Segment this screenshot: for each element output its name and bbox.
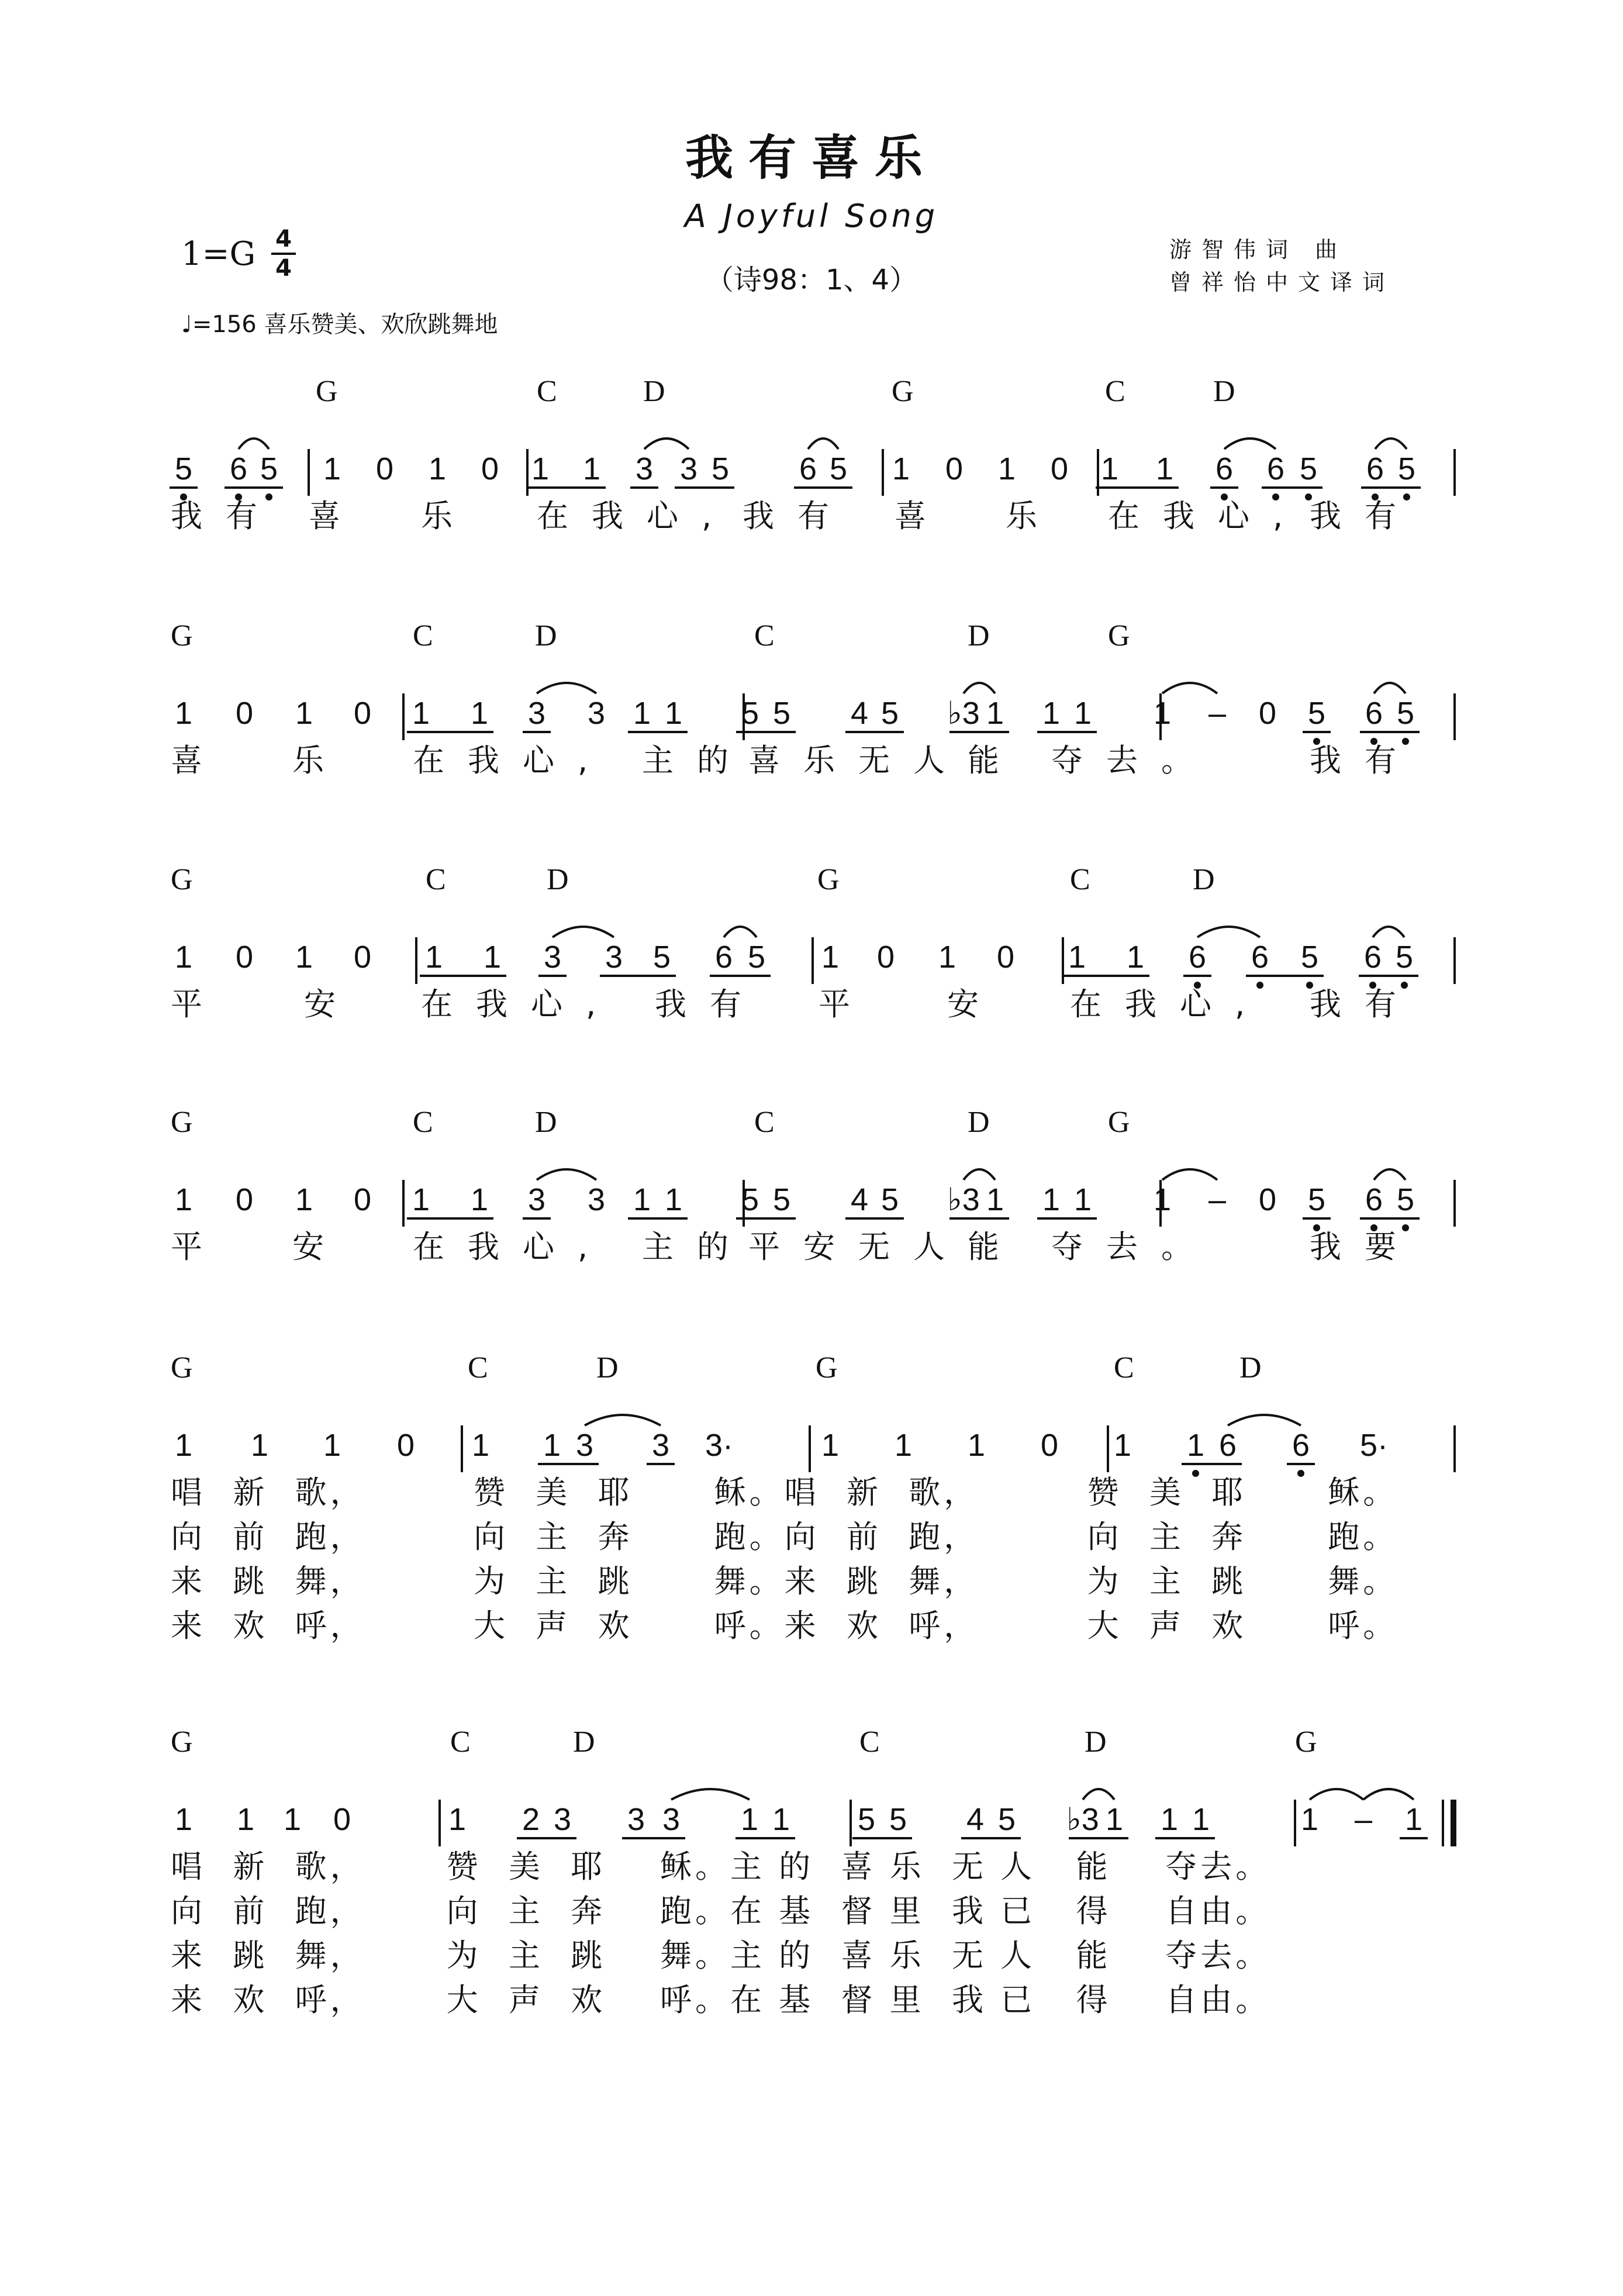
slur-tie xyxy=(1228,1415,1301,1425)
jianpu-note: 1 xyxy=(470,1182,489,1217)
lyric-text: 在我心, xyxy=(1070,986,1269,1023)
jianpu-note: 6 xyxy=(229,451,248,486)
jianpu-note: 1 xyxy=(664,696,683,731)
jianpu-note: 3 xyxy=(527,1182,546,1217)
jianpu-note: 3· xyxy=(705,1428,734,1463)
jianpu-note: 1 xyxy=(471,1428,490,1463)
jianpu-note: 1 xyxy=(1068,940,1086,975)
jianpu-note: 1 xyxy=(938,940,956,975)
jianpu-note: 0 xyxy=(375,451,394,486)
jianpu-note: 1 xyxy=(582,451,601,486)
score-system xyxy=(0,1725,1623,2076)
jianpu-note: 1 xyxy=(174,696,193,731)
song-title: 我有喜乐 xyxy=(685,130,938,186)
lyric-text: 喜 xyxy=(309,498,364,534)
lyric-text: 平 xyxy=(819,986,873,1023)
jianpu-note: 0 xyxy=(876,940,895,975)
jianpu-note: 6 xyxy=(1365,696,1383,731)
jianpu-note: 1 xyxy=(424,940,443,975)
jianpu-note: 0 xyxy=(481,451,499,486)
jianpu-note: 3 xyxy=(553,1802,572,1837)
lyric-text: 在我心, xyxy=(421,986,620,1023)
jianpu-note: 0 xyxy=(1050,451,1069,486)
jianpu-note: 6 xyxy=(1365,1182,1383,1217)
chord-symbol: G xyxy=(816,1351,838,1384)
jianpu-note: 6 xyxy=(1266,451,1285,486)
jianpu-note: 1 xyxy=(1186,1428,1205,1463)
jianpu-note: 5 xyxy=(741,696,759,731)
jianpu-note: 6 xyxy=(714,940,733,975)
credit-translator: 曾祥怡中文译词 xyxy=(1169,270,1395,295)
lyric-text: 主的 xyxy=(642,742,752,779)
jianpu-note: 3 xyxy=(635,451,654,486)
jianpu-note: 1 xyxy=(633,696,651,731)
jianpu-note: 6 xyxy=(1188,940,1207,975)
chord-symbol: C xyxy=(537,375,557,408)
jianpu-note: 1 xyxy=(174,1802,193,1837)
lyric-verse-line: 来 跳 舞， 为 主 跳 舞。主 的 喜 乐 无 人 能 夺去。 xyxy=(171,1937,1271,1974)
slur-tie xyxy=(1162,683,1217,693)
jianpu-note: 1 xyxy=(295,696,313,731)
jianpu-note: 1 xyxy=(1300,1802,1319,1837)
lyric-text: 喜 xyxy=(895,498,949,534)
tempo-marking: ♩=156 喜乐赞美、欢欣跳舞地 xyxy=(181,311,498,338)
jianpu-note: 1 xyxy=(892,451,910,486)
jianpu-note: 5 xyxy=(772,1182,791,1217)
jianpu-note: 1 xyxy=(1100,451,1119,486)
chord-symbol: C xyxy=(450,1725,471,1759)
jianpu-note: 0 xyxy=(235,696,254,731)
jianpu-note: – xyxy=(1354,1802,1373,1837)
lyric-verse-line: 唱 新 歌， 赞 美 耶 稣。唱 新 歌， 赞 美 耶 稣。 xyxy=(171,1474,1398,1511)
lyric-verse-line: 来 欢 呼， 大 声 欢 呼。在 基 督 里 我 已 得 自由。 xyxy=(171,1981,1271,2018)
jianpu-note: 5 xyxy=(1397,451,1416,486)
jianpu-note: 5 xyxy=(997,1802,1016,1837)
slur-tie xyxy=(1197,927,1260,937)
jianpu-note: 1 xyxy=(1155,451,1174,486)
lyric-text: 平安无人 xyxy=(748,1228,968,1265)
jianpu-note: 1 xyxy=(174,1182,193,1217)
jianpu-note: 1 xyxy=(1192,1802,1210,1837)
slur-tie xyxy=(1363,1789,1414,1800)
jianpu-note: 5 xyxy=(174,451,193,486)
lyric-verse-line: 来 欢 呼， 大 声 欢 呼。来 欢 呼， 大 声 欢 呼。 xyxy=(171,1607,1398,1644)
jianpu-note: 2 xyxy=(522,1802,540,1837)
score-system xyxy=(0,1351,1623,1701)
jianpu-note: 1 xyxy=(250,1428,269,1463)
lyric-text: 我有 xyxy=(1310,498,1420,534)
chord-symbol: G xyxy=(892,375,914,408)
lyric-text: 在我心, xyxy=(413,742,612,779)
jianpu-note: 1 xyxy=(412,1182,430,1217)
slur-tie xyxy=(964,1169,995,1180)
lyric-text: 乐 xyxy=(1006,498,1061,534)
lyric-verse-line: 唱 新 歌， 赞 美 耶 稣。主 的 喜 乐 无 人 能 夺去。 xyxy=(171,1848,1271,1885)
jianpu-note: 6 xyxy=(1366,451,1384,486)
jianpu-note: 1 xyxy=(1073,696,1092,731)
jianpu-note: 1 xyxy=(174,940,193,975)
lyric-text: 喜 xyxy=(171,742,226,779)
jianpu-note: 3 xyxy=(627,1802,645,1837)
jianpu-note: 0 xyxy=(1258,1182,1277,1217)
lyric-text: 我有 xyxy=(743,498,852,534)
jianpu-note: 1 xyxy=(821,1428,840,1463)
lyric-text: 我有 xyxy=(171,498,281,534)
lyric-text: 我有 xyxy=(1310,986,1420,1023)
chord-symbol: C xyxy=(859,1725,880,1759)
jianpu-note: 1 xyxy=(986,1182,1004,1217)
jianpu-note: 1 xyxy=(772,1802,790,1837)
jianpu-note: 6 xyxy=(1251,940,1269,975)
jianpu-note: 1 xyxy=(1160,1802,1179,1837)
chord-symbol: C xyxy=(413,619,433,652)
jianpu-note: 5 xyxy=(857,1802,876,1837)
lyric-verse-line: 向 前 跑， 向 主 奔 跑。向 前 跑， 向 主 奔 跑。 xyxy=(171,1518,1398,1555)
slur-tie xyxy=(1375,439,1407,449)
lyric-text: 在我心, xyxy=(537,498,735,534)
song-subtitle: A Joyful Song xyxy=(684,198,939,234)
chord-symbol: G xyxy=(817,863,840,896)
jianpu-note: 0 xyxy=(945,451,964,486)
chord-symbol: D xyxy=(968,1106,990,1139)
jianpu-note: 5 xyxy=(741,1182,759,1217)
lyric-text: 我有 xyxy=(655,986,765,1023)
chord-symbol: D xyxy=(596,1351,619,1384)
chord-symbol: C xyxy=(413,1106,433,1139)
jianpu-note: 1 xyxy=(1042,696,1061,731)
jianpu-note: 4 xyxy=(850,1182,869,1217)
jianpu-note: 5 xyxy=(889,1802,907,1837)
jianpu-note: 1 xyxy=(1404,1802,1423,1837)
jianpu-note: 0 xyxy=(996,940,1015,975)
chord-symbol: D xyxy=(535,1106,557,1139)
chord-symbol: G xyxy=(171,1351,193,1384)
chord-symbol: C xyxy=(468,1351,488,1384)
jianpu-note: 6 xyxy=(1292,1428,1310,1463)
lyric-text: 安 xyxy=(947,986,1002,1023)
lyric-text: 能 xyxy=(968,1228,1023,1265)
jianpu-note: 1 xyxy=(1153,696,1172,731)
jianpu-note: 5 xyxy=(1396,696,1415,731)
jianpu-note: 3 xyxy=(605,940,623,975)
lyric-text: 乐 xyxy=(292,742,347,779)
jianpu-note: – xyxy=(1208,1182,1227,1217)
chord-symbol: C xyxy=(426,863,446,896)
jianpu-note: 5 xyxy=(1395,940,1414,975)
chord-symbol: D xyxy=(547,863,569,896)
jianpu-note: 1 xyxy=(470,696,489,731)
jianpu-note: 5 xyxy=(1299,451,1318,486)
jianpu-note: 1 xyxy=(633,1182,651,1217)
jianpu-note: 3 xyxy=(679,451,698,486)
lyric-text: 喜乐无人 xyxy=(748,742,968,779)
time-signature xyxy=(270,226,297,282)
jianpu-note: ♭3 xyxy=(947,1182,980,1217)
jianpu-note: 1 xyxy=(1073,1182,1092,1217)
lyric-text: 在我心, xyxy=(1108,498,1307,534)
jianpu-note: 3 xyxy=(662,1802,681,1837)
lyric-text: 安 xyxy=(292,1228,347,1265)
lyric-text: 我有 xyxy=(1310,742,1420,779)
jianpu-note: 1 xyxy=(1042,1182,1061,1217)
lyric-text: 安 xyxy=(304,986,359,1023)
jianpu-note: 1 xyxy=(1105,1802,1124,1837)
slur-tie xyxy=(585,1415,661,1425)
jianpu-note: 5 xyxy=(1307,1182,1326,1217)
jianpu-note: 5 xyxy=(880,696,899,731)
jianpu-note: 1 xyxy=(483,940,502,975)
lyric-text: 平 xyxy=(171,1228,226,1265)
slur-tie xyxy=(1373,927,1404,937)
jianpu-note: 3 xyxy=(575,1428,594,1463)
chord-symbol: G xyxy=(1108,1106,1130,1139)
jianpu-note: 5 xyxy=(1396,1182,1415,1217)
jianpu-note: 1 xyxy=(295,1182,313,1217)
lyric-text: 在我心, xyxy=(413,1228,612,1265)
jianpu-note: 3 xyxy=(651,1428,670,1463)
jianpu-note: 1 xyxy=(894,1428,913,1463)
jianpu-note: 4 xyxy=(966,1802,985,1837)
jianpu-note: 5 xyxy=(880,1182,899,1217)
slur-tie xyxy=(552,927,614,937)
chord-symbol: G xyxy=(316,375,338,408)
chord-symbol: D xyxy=(573,1725,595,1759)
jianpu-note: 1 xyxy=(997,451,1016,486)
lyric-text: 我要 xyxy=(1310,1228,1420,1265)
jianpu-note: 5 xyxy=(772,696,791,731)
time-signature-top: 4 xyxy=(275,226,292,253)
lyric-text: 夺去。 xyxy=(1051,1228,1216,1265)
chord-symbol: C xyxy=(1114,1351,1134,1384)
jianpu-note: 1 xyxy=(1126,940,1145,975)
chord-symbol: G xyxy=(171,1106,193,1139)
jianpu-note: 6 xyxy=(1215,451,1234,486)
chord-symbol: D xyxy=(968,619,990,652)
jianpu-note: 0 xyxy=(1258,696,1277,731)
jianpu-note: 1 xyxy=(664,1182,683,1217)
scripture-reference: （诗98：1、4） xyxy=(705,264,918,296)
chord-symbol: C xyxy=(1105,375,1125,408)
chord-symbol: G xyxy=(1108,619,1130,652)
lyric-text: 乐 xyxy=(421,498,476,534)
jianpu-note: 6 xyxy=(799,451,817,486)
jianpu-note: 0 xyxy=(235,940,254,975)
jianpu-note: 4 xyxy=(850,696,869,731)
jianpu-note: 1 xyxy=(1153,1182,1172,1217)
slur-tie xyxy=(239,439,269,449)
jianpu-note: ♭3 xyxy=(1066,1802,1099,1837)
slur-tie xyxy=(724,927,757,937)
jianpu-note: 5 xyxy=(711,451,730,486)
slur-tie xyxy=(671,1789,750,1800)
jianpu-note: 1 xyxy=(448,1802,467,1837)
key-signature: 1=G xyxy=(181,235,256,273)
jianpu-note: 1 xyxy=(967,1428,986,1463)
chord-symbol: G xyxy=(171,619,193,652)
jianpu-note: 3 xyxy=(587,1182,606,1217)
jianpu-note: 1 xyxy=(531,451,550,486)
jianpu-note: 3 xyxy=(543,940,562,975)
chord-symbol: G xyxy=(171,863,193,896)
jianpu-note: 1 xyxy=(323,1428,341,1463)
jianpu-note: 5 xyxy=(747,940,766,975)
jianpu-note: 1 xyxy=(174,1428,193,1463)
jianpu-note: 0 xyxy=(1040,1428,1059,1463)
lyric-text: 夺去。 xyxy=(1051,742,1216,779)
jianpu-note: 1 xyxy=(740,1802,759,1837)
jianpu-note: 5 xyxy=(1300,940,1319,975)
jianpu-note: 0 xyxy=(353,696,372,731)
chord-symbol: D xyxy=(1239,1351,1262,1384)
jianpu-note: 3 xyxy=(527,696,546,731)
chord-symbol: D xyxy=(535,619,557,652)
jianpu-note: – xyxy=(1208,696,1227,731)
slur-tie xyxy=(1374,1169,1406,1180)
jianpu-note: 5 xyxy=(260,451,278,486)
slur-tie xyxy=(808,439,838,449)
slur-tie xyxy=(1374,683,1406,693)
jianpu-note: 0 xyxy=(235,1182,254,1217)
chord-symbol: C xyxy=(1070,863,1090,896)
jianpu-note: 5· xyxy=(1359,1428,1389,1463)
jianpu-note: 1 xyxy=(295,940,313,975)
jianpu-note: 5 xyxy=(829,451,848,486)
lyric-text: 平 xyxy=(171,986,226,1023)
jianpu-note: 3 xyxy=(587,696,606,731)
chord-symbol: D xyxy=(1085,1725,1107,1759)
jianpu-note: 1 xyxy=(821,940,840,975)
credit-composer: 游智伟词 曲 xyxy=(1169,237,1348,263)
jianpu-note: 5 xyxy=(1307,696,1326,731)
chord-symbol: C xyxy=(754,619,775,652)
jianpu-note: 1 xyxy=(323,451,341,486)
lyric-verse-line: 来 跳 舞， 为 主 跳 舞。来 跳 舞， 为 主 跳 舞。 xyxy=(171,1563,1398,1600)
jianpu-note: 1 xyxy=(986,696,1004,731)
slur-tie xyxy=(1310,1789,1363,1800)
chord-symbol: G xyxy=(171,1725,193,1759)
jianpu-note: 0 xyxy=(353,1182,372,1217)
slur-tie xyxy=(1162,1169,1217,1180)
slur-tie xyxy=(537,683,596,693)
chord-symbol: D xyxy=(1213,375,1235,408)
chord-symbol: C xyxy=(754,1106,775,1139)
jianpu-note: 0 xyxy=(396,1428,415,1463)
jianpu-note: 1 xyxy=(543,1428,561,1463)
slur-tie xyxy=(537,1169,596,1180)
jianpu-note: 6 xyxy=(1218,1428,1237,1463)
lyric-verse-line: 向 前 跑， 向 主 奔 跑。在 基 督 里 我 已 得 自由。 xyxy=(171,1893,1271,1929)
slur-tie xyxy=(1224,439,1276,449)
slur-tie xyxy=(1083,1789,1114,1800)
jianpu-note: 0 xyxy=(333,1802,351,1837)
jianpu-note: 1 xyxy=(236,1802,255,1837)
jianpu-note: 0 xyxy=(353,940,372,975)
slur-tie xyxy=(964,683,995,693)
jianpu-note: ♭3 xyxy=(947,696,980,731)
chord-symbol: G xyxy=(1295,1725,1317,1759)
slur-tie xyxy=(644,439,689,449)
jianpu-note: 1 xyxy=(283,1802,302,1837)
chord-symbol: D xyxy=(1193,863,1215,896)
jianpu-note: 6 xyxy=(1363,940,1382,975)
chord-symbol: D xyxy=(643,375,665,408)
jianpu-note: 5 xyxy=(652,940,671,975)
lyric-text: 能 xyxy=(968,742,1023,779)
jianpu-note: 1 xyxy=(1113,1428,1132,1463)
time-signature-bottom: 4 xyxy=(275,255,292,282)
lyric-text: 主的 xyxy=(642,1228,752,1265)
jianpu-note: 1 xyxy=(428,451,447,486)
jianpu-note: 1 xyxy=(412,696,430,731)
